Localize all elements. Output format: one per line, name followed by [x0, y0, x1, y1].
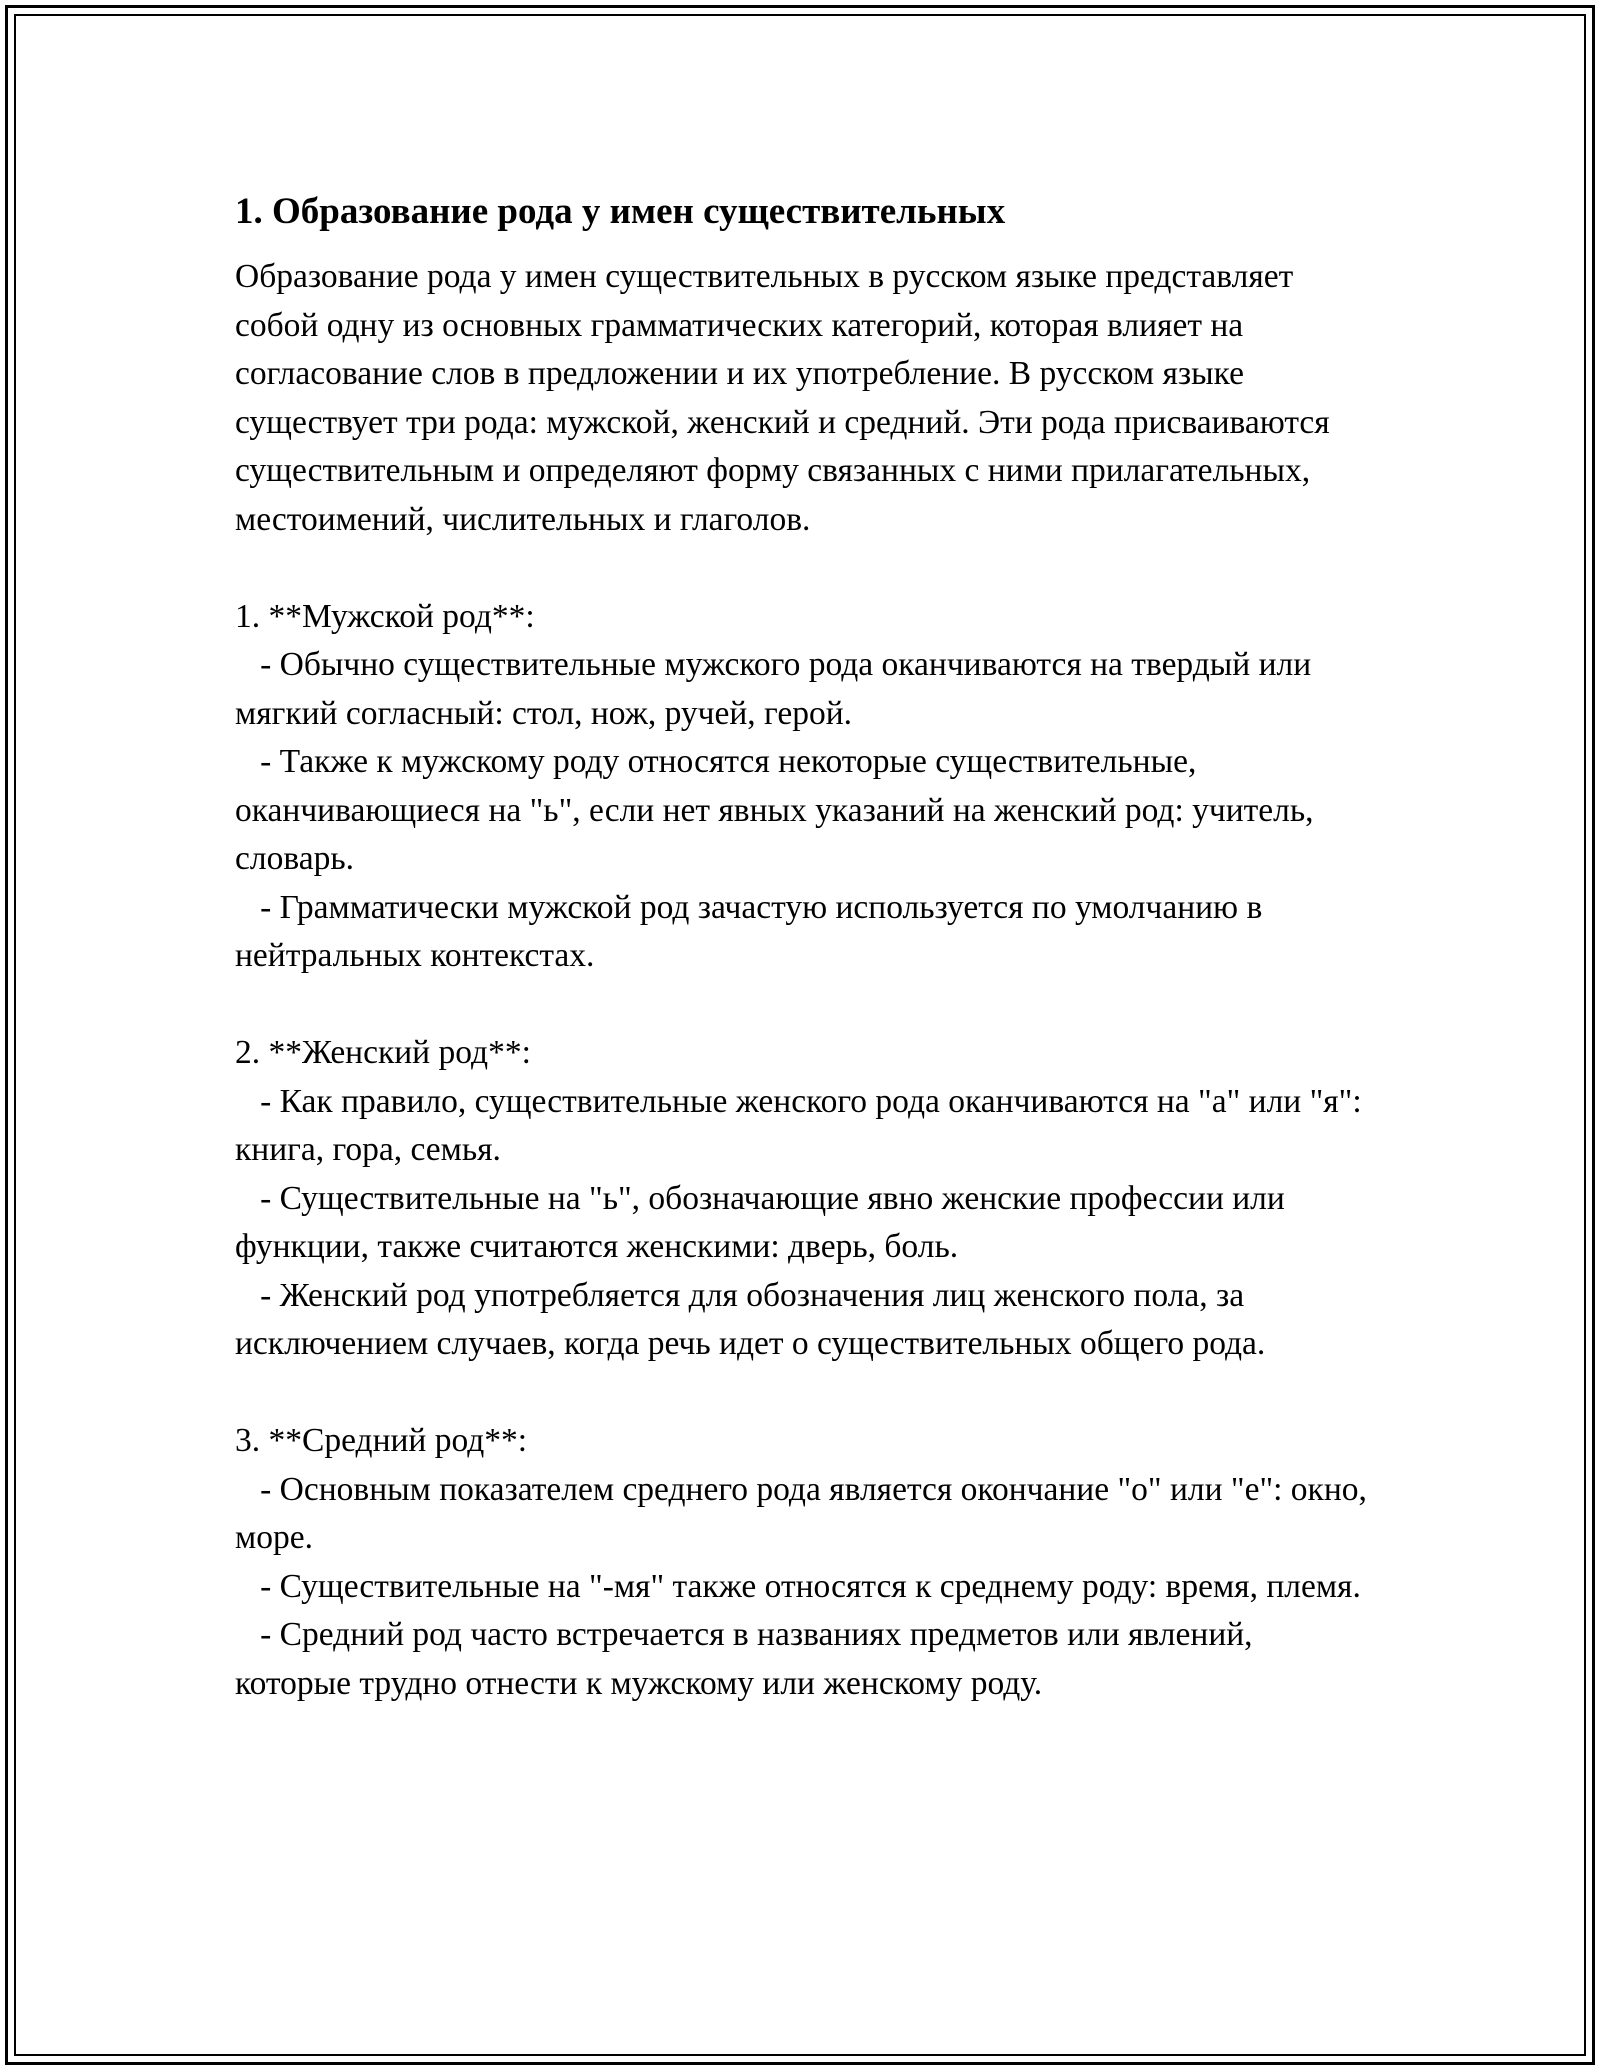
spacer: [235, 544, 1375, 593]
list-item: - Женский род употребляется для обозначения лиц женского пола, за исключением случаев, когда речь идет о существительных общего рода.: [235, 1276, 1266, 1362]
section-neuter: [235, 1417, 1375, 1708]
section-heading: 3. **Средний род**:: [235, 1422, 528, 1459]
intro-paragraph: Образование рода у имен существительных в русском языке представляет собой одну из основных грамматических категорий, которая влияет на согласование слов в предложении и их употребление. В русском языке существует три рода: мужской, женский и средний. Эти рода присваиваются существительным и определяют форму связанных с ними прилагательных, местоимений, числительных и глаголов.: [235, 258, 1339, 538]
document-title: 1. Образование рода у имен существительных: [235, 191, 1006, 232]
list-item: - Существительные на "ь", обозначающие явно женские профессии или функции, также считаются женскими: дверь, боль.: [235, 1179, 1294, 1265]
section-heading: 1. **Мужской род**:: [235, 597, 535, 635]
list-item: - Грамматически мужской род зачастую используется по умолчанию в нейтральных контекстах.: [235, 888, 1271, 974]
list-item: - Также к мужскому роду относятся некоторые существительные, оканчивающиеся на "ь", если нет явных указаний на женский род: учитель, словарь.: [235, 743, 1322, 877]
list-item: - Как правило, существительные женского рода оканчиваются на "а" или "я": книга, гора, семья.: [235, 1082, 1371, 1168]
list-item: - Средний род часто встречается в названиях предметов или явлений, которые трудно отнести к мужскому или женскому роду.: [235, 1616, 1261, 1702]
spacer: [235, 1369, 1375, 1418]
section-heading: 2. **Женский род**:: [235, 1034, 531, 1071]
section-masculine: [235, 593, 1375, 981]
document-body: [235, 185, 1375, 1708]
list-item: - Обычно существительные мужского рода оканчиваются на твердый или мягкий согласный: стол, нож, ручей, герой.: [235, 646, 1320, 732]
spacer: [235, 981, 1375, 1030]
section-feminine: [235, 1029, 1375, 1369]
list-item: - Существительные на "-мя" также относятся к среднему роду: время, племя.: [235, 1567, 1361, 1605]
list-item: - Основным показателем среднего рода является окончание "о" или "е": окно, море.: [235, 1470, 1376, 1556]
